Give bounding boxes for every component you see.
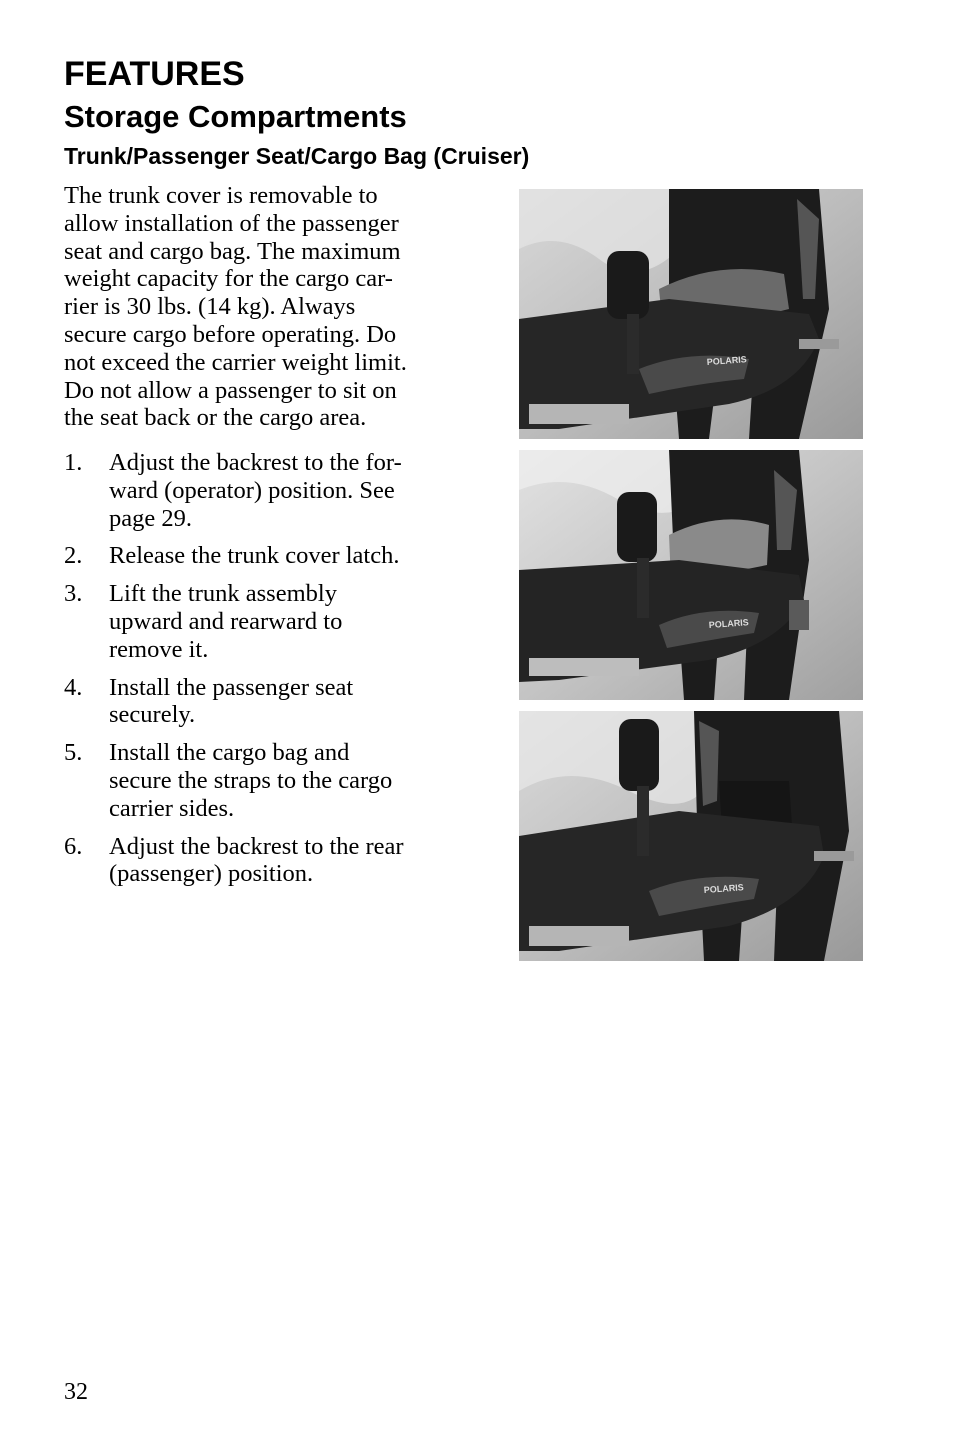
step-line: ward (operator) position. See bbox=[109, 476, 395, 504]
step-number: 6. bbox=[64, 832, 83, 860]
step-line: secure the straps to the cargo bbox=[109, 766, 393, 794]
step-number: 1. bbox=[64, 449, 83, 476]
intro-line: secure cargo before operating. Do bbox=[64, 320, 397, 348]
step-item bbox=[64, 449, 484, 532]
step-line: Adjust the backrest to the for- bbox=[109, 449, 402, 476]
photo-cargo-bag bbox=[519, 711, 863, 961]
photo-illustration bbox=[519, 450, 863, 700]
intro-line: weight capacity for the cargo car- bbox=[64, 265, 393, 293]
step-text bbox=[109, 580, 342, 663]
intro-line: Do not allow a passenger to sit on bbox=[64, 376, 397, 404]
step-line: page 29. bbox=[109, 504, 192, 532]
step-number: 5. bbox=[64, 739, 83, 767]
step-text bbox=[109, 833, 404, 889]
step-text bbox=[109, 449, 402, 532]
step-line: carrier sides. bbox=[109, 794, 235, 822]
page-title: Storage Compartments bbox=[64, 99, 407, 134]
photo-logo: POLARIS bbox=[703, 882, 745, 895]
photo-trunk-cover bbox=[519, 189, 863, 439]
step-text bbox=[109, 739, 392, 822]
step-line: securely. bbox=[109, 701, 196, 729]
photo-logo: POLARIS bbox=[708, 617, 750, 630]
intro-line: not exceed the carrier weight limit. bbox=[64, 348, 407, 376]
step-line: Adjust the backrest to the rear bbox=[109, 832, 404, 860]
photo-trunk-removal bbox=[519, 450, 863, 700]
step-number: 2. bbox=[64, 542, 83, 570]
intro-line: rier is 30 lbs. (14 kg). Always bbox=[64, 293, 356, 321]
intro-line: allow installation of the passenger bbox=[64, 209, 399, 237]
step-number: 3. bbox=[64, 580, 83, 608]
step-line: Release the trunk cover latch. bbox=[109, 542, 400, 570]
step-line: (passenger) position. bbox=[109, 860, 314, 888]
instruction-steps bbox=[64, 449, 484, 898]
step-item bbox=[64, 833, 484, 889]
step-text bbox=[109, 674, 353, 730]
intro-paragraph bbox=[64, 182, 464, 432]
intro-line: the seat back or the cargo area. bbox=[64, 404, 367, 432]
step-line: remove it. bbox=[109, 635, 209, 663]
section-heading: FEATURES bbox=[64, 55, 245, 93]
step-text bbox=[109, 542, 399, 570]
intro-line: seat and cargo bag. The maximum bbox=[64, 237, 401, 265]
step-line: Install the cargo bag and bbox=[109, 739, 350, 767]
photo-illustration bbox=[519, 189, 863, 439]
step-item bbox=[64, 739, 484, 822]
step-line: Lift the trunk assembly bbox=[109, 580, 337, 608]
photo-illustration bbox=[519, 711, 863, 961]
step-item bbox=[64, 542, 484, 570]
photo-logo: POLARIS bbox=[706, 354, 748, 367]
step-number: 4. bbox=[64, 673, 83, 701]
intro-line: The trunk cover is removable to bbox=[64, 182, 378, 209]
step-line: upward and rearward to bbox=[109, 607, 343, 635]
step-item bbox=[64, 674, 484, 730]
step-line: Install the passenger seat bbox=[109, 673, 354, 701]
page-number: 32 bbox=[64, 1379, 88, 1405]
page-subtitle: Trunk/Passenger Seat/Cargo Bag (Cruiser) bbox=[64, 143, 530, 169]
step-item bbox=[64, 580, 484, 663]
